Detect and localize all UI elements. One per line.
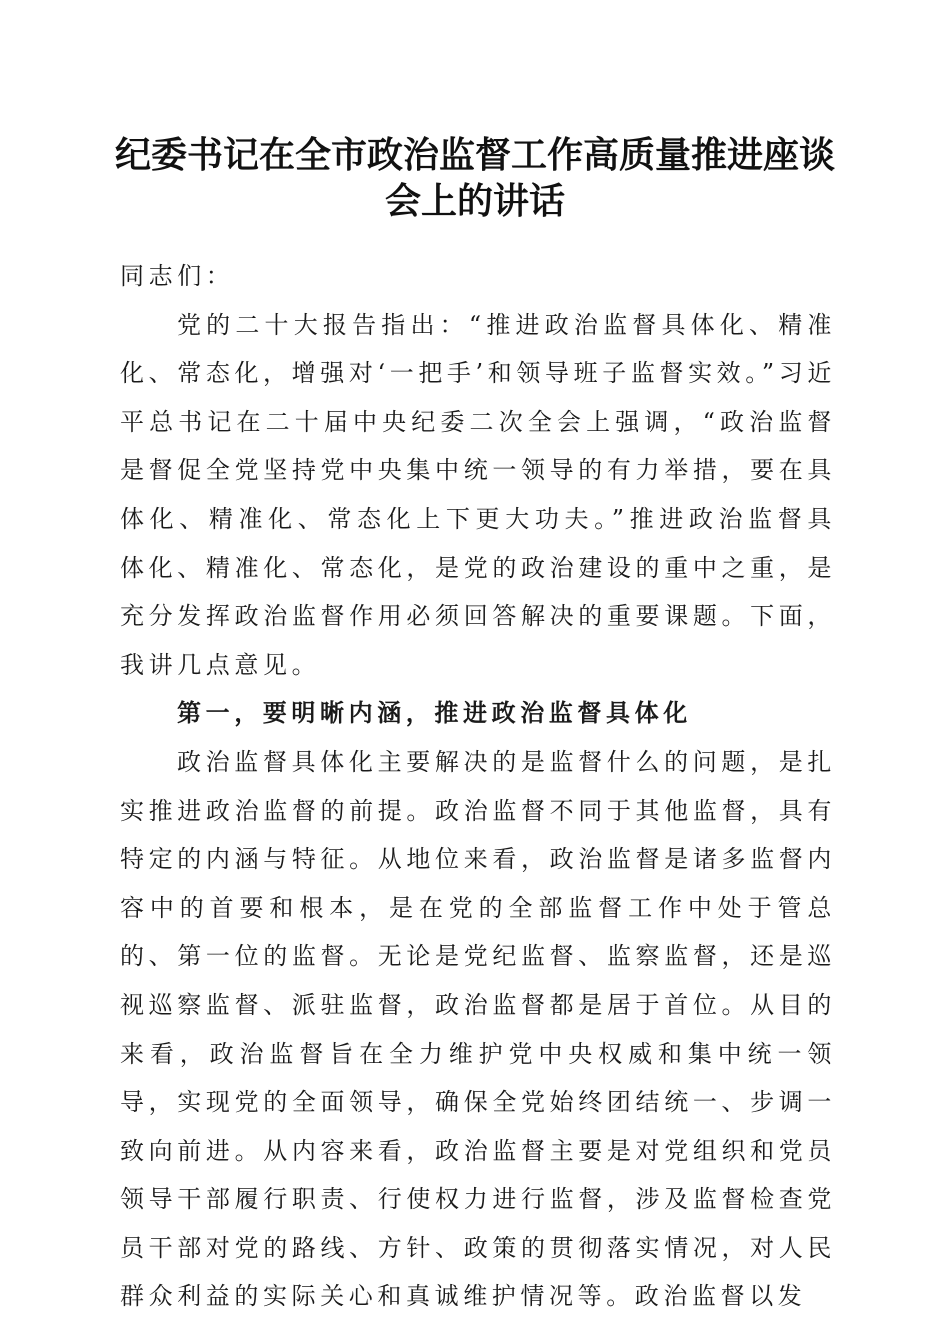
document-body — [120, 252, 836, 1321]
intro-paragraph: 党的二十大报告指出：“推进政治监督具体化、精准化、常态化，增强对‘一把手’和领导班子监督实效。”习近平总书记在二十届中央纪委二次全会上强调，“政治监督是督促全党坚持党中央集中统一领导的有力举措，要在具体化、精准化、常态化上下更大功夫。”推进政治监督具体化、精准化、常态化，是党的政治建设的重中之重，是充分发挥政治监督作用必须回答解决的重要课题。下面，我讲几点意见。 — [120, 310, 836, 679]
salutation: 同志们： — [120, 262, 235, 290]
section-heading: 第一，要明晰内涵，推进政治监督具体化 — [177, 698, 692, 728]
section-paragraph: 政治监督具体化主要解决的是监督什么的问题，是扎实推进政治监督的前提。政治监督不同于其他监督，具有特定的内涵与特征。从地位来看，政治监督是诸多监督内容中的首要和根本，是在党的全部监督工作中处于管总的、第一位的监督。无论是党纪监督、监察监督，还是巡视巡察监督、派驻监督，政治监督都是居于首位。从目的来看，政治监督旨在全力维护党中央权威和集中统一领导，实现党的全面领导，确保全党始终团结统一、步调一致向前进。从内容来看，政治监督主要是对党组织和党员领导干部履行职责、行使权力进行监督，涉及监督检查党员干部对党的路线、方针、政策的贯彻落实情况，对人民群众利益的实际关心和真诚维护情况等。政治监督以发 — [120, 747, 836, 1311]
document-title: 纪委书记在全市政治监督工作高质量推进座谈会上的讲话 — [114, 134, 835, 222]
